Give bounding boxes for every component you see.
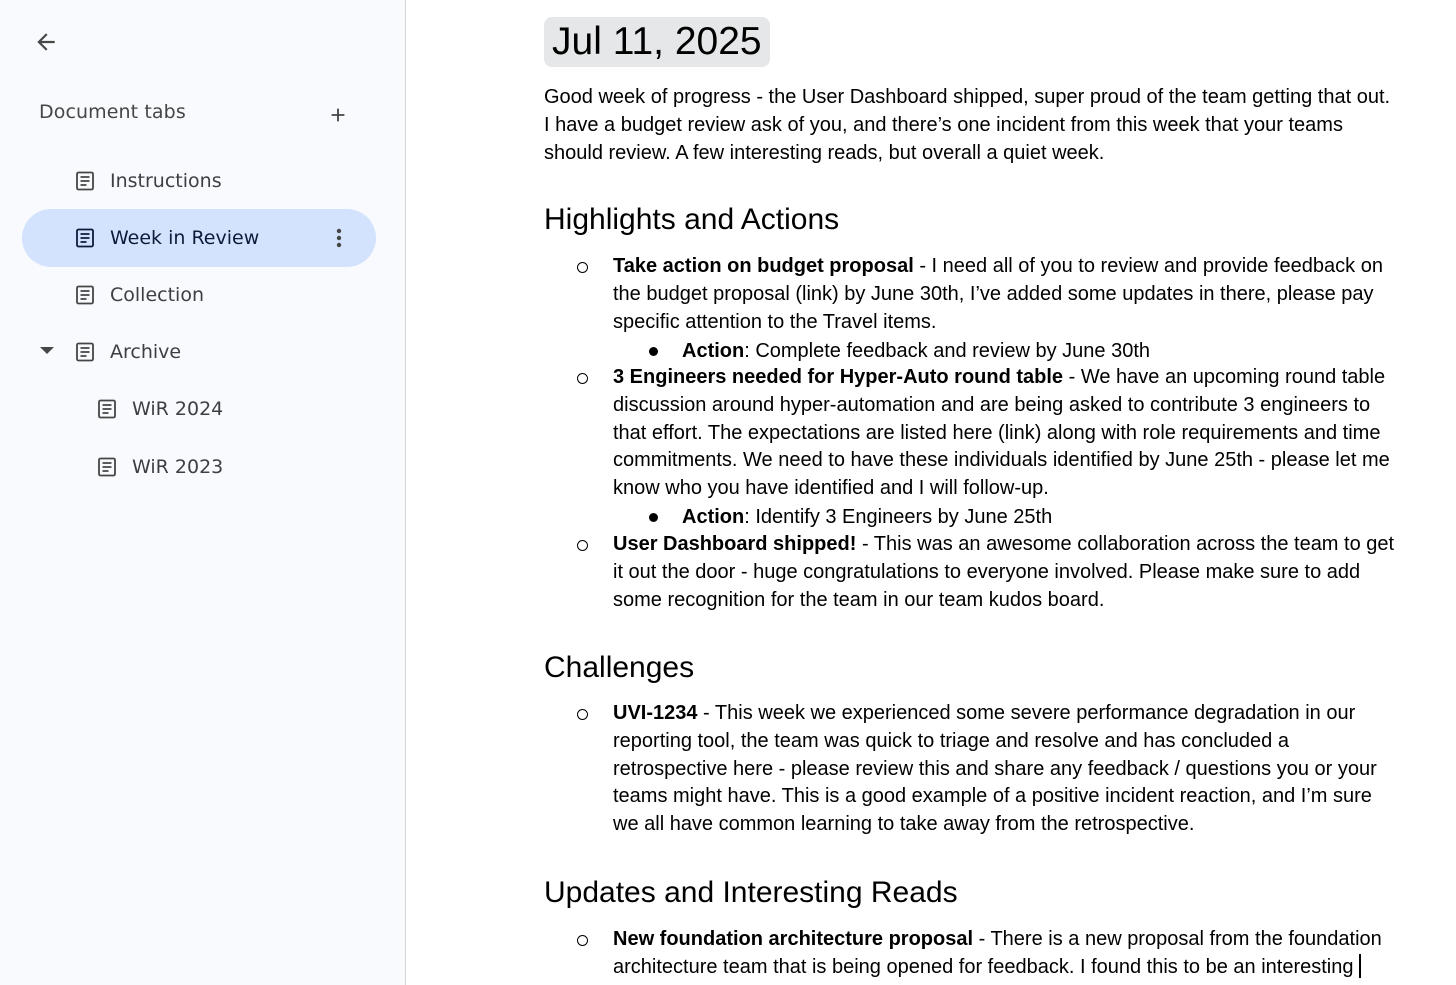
filled-bullet-icon: [649, 513, 658, 522]
list-item: [613, 700, 1449, 839]
item-title: 3 Engineers needed for Hyper-Auto round table: [613, 366, 1064, 388]
section-heading: Highlights and Actions: [544, 203, 840, 236]
item-text: reporting tool, the team was quick to triage and resolve and has concluded a: [613, 729, 1289, 752]
hollow-bullet-icon: [577, 262, 588, 273]
item-text: some recognition for the team in our team kudos board.: [613, 588, 1105, 611]
tab-week-in-review[interactable]: [22, 209, 376, 267]
back-arrow-icon[interactable]: [26, 22, 66, 62]
action-text: : Complete feedback and review by June 30th: [744, 340, 1151, 362]
action-label: Action: [682, 506, 745, 528]
action-label: Action: [682, 340, 745, 362]
tab-archive[interactable]: [0, 323, 376, 381]
item-title: Take action on budget proposal: [613, 255, 914, 277]
action-text: : Identify 3 Engineers by June 25th: [744, 506, 1053, 528]
item-text: - There is a new proposal from the foundation: [973, 928, 1382, 950]
item-text: the budget proposal (link) by June 30th, I’ve added some updates in there, please pay: [613, 282, 1374, 305]
item-text: commitments. We need to have these individuals identified by June 25th - please let me: [613, 449, 1390, 472]
list-item: [613, 926, 1449, 982]
date-chip[interactable]: Jul 11, 2025: [544, 17, 770, 67]
tab-label: Week in Review: [110, 227, 260, 249]
hollow-bullet-icon: [577, 540, 588, 551]
list-item: [613, 364, 1449, 503]
item-title: UVI-1234: [613, 702, 698, 724]
document-icon: [72, 282, 98, 308]
document-tabs-sidebar: [0, 0, 406, 985]
tab-label: Collection: [110, 284, 204, 306]
item-text: specific attention to the Travel items.: [613, 310, 937, 333]
item-text: that effort. The expectations are listed here (link) along with role requirements and time: [613, 421, 1381, 444]
intro-line: should review. A few interesting reads, but overall a quiet week.: [544, 142, 1105, 164]
hollow-bullet-icon: [577, 709, 588, 720]
tab-collection[interactable]: [22, 266, 376, 324]
section-heading: Updates and Interesting Reads: [544, 876, 958, 909]
tab-instructions[interactable]: [22, 152, 376, 210]
add-tab-button[interactable]: [318, 95, 358, 135]
item-text: it out the door - huge congratulations to everyone involved. Please make sure to add: [613, 560, 1361, 583]
tab-label: Archive: [110, 341, 182, 363]
tab-wir-2023[interactable]: [22, 438, 376, 496]
item-text: - This week we experienced some severe performance degradation in our: [697, 702, 1356, 724]
section-heading: Challenges: [544, 651, 695, 684]
hollow-bullet-icon: [577, 935, 588, 946]
item-text: - We have an upcoming round table: [1063, 366, 1386, 388]
collapse-caret-icon[interactable]: [40, 347, 54, 354]
item-text: - This was an awesome collaboration across the team to get: [856, 533, 1395, 555]
item-text: we all have common learning to take away from the retrospective.: [613, 813, 1195, 836]
hollow-bullet-icon: [577, 373, 588, 384]
list-item: [613, 253, 1449, 336]
document-icon: [72, 168, 98, 194]
intro-line: Good week of progress - the User Dashboard shipped, super proud of the team getting that out.: [544, 86, 1391, 108]
sub-list-item: [682, 503, 1449, 531]
item-text: teams might have. This is a good example of a positive incident reaction, and I’m sure: [613, 785, 1372, 808]
filled-bullet-icon: [649, 347, 658, 356]
more-options-icon[interactable]: [324, 223, 354, 253]
document-icon: [94, 396, 120, 422]
document-icon: [72, 339, 98, 365]
list-item: [613, 531, 1449, 614]
item-title: User Dashboard shipped!: [613, 533, 857, 555]
document-body[interactable]: [544, 0, 1449, 985]
item-text: discussion around hyper-automation and are being asked to contribute 3 engineers to: [613, 393, 1371, 416]
item-title: New foundation architecture proposal: [613, 928, 974, 950]
item-text: architecture team that is being opened for feedback. I found this to be an interesting: [613, 955, 1354, 978]
item-text: - I need all of you to review and provide feedback on: [913, 255, 1383, 277]
item-text: retrospective here - please review this and share any feedback / questions you or your: [613, 757, 1377, 780]
tab-wir-2024[interactable]: [22, 380, 376, 438]
tab-label: WiR 2023: [132, 456, 224, 478]
tab-label: Instructions: [110, 170, 222, 192]
document-tabs-header: Document tabs: [39, 101, 186, 123]
tab-label: WiR 2024: [132, 398, 224, 420]
text-cursor: [1359, 954, 1361, 978]
item-text: know who you have identified and I will follow-up.: [613, 477, 1049, 500]
document-icon: [94, 454, 120, 480]
document-icon: [72, 225, 98, 251]
sub-list-item: [682, 337, 1449, 365]
intro-line: I have a budget review ask of you, and there’s one incident from this week that your teams: [544, 114, 1343, 136]
